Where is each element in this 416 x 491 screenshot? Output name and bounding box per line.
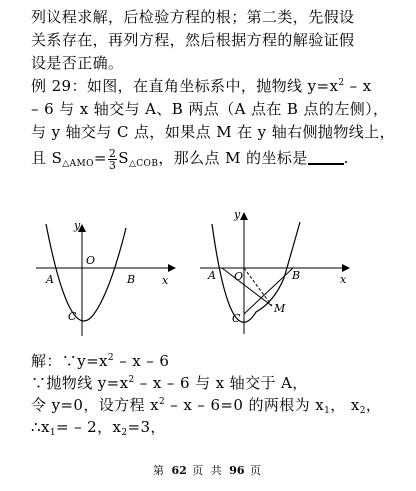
example-line-1	[31, 77, 372, 95]
segment-c-b	[244, 268, 293, 314]
solution-line-1	[31, 352, 169, 370]
page-footer	[0, 462, 416, 478]
example-line-4-end: .	[343, 149, 349, 167]
solution-line-2-b: – x – 6 与 x 轴交于 A，	[134, 374, 308, 392]
current-page-number: 62	[171, 464, 187, 477]
root-value-sub-2: 2	[121, 428, 128, 438]
area-sub-amo: △AMO	[62, 159, 94, 169]
solution-line-1-a: 解：∵y=x	[31, 352, 108, 370]
solution-line-3-d: ，	[365, 396, 382, 414]
solution-exponent-1: 2	[107, 353, 115, 363]
point-a-label: A	[46, 273, 54, 286]
x-axis-arrow	[342, 264, 350, 272]
point-a-label: A	[208, 269, 216, 282]
parabola	[212, 222, 300, 322]
point-c-label: C	[68, 310, 77, 323]
solution-exponent-3: 2	[158, 397, 166, 407]
solution-line-4-a: ∴x	[31, 418, 50, 436]
intro-line-1: 列议程求解，后检验方程的根；第二类，先假设	[31, 8, 355, 26]
example-exponent: 2	[338, 78, 345, 88]
example-line-4	[31, 145, 349, 171]
example-line-3: 与 y 轴交与 C 点，如果点 M 在 y 轴右侧抛物线上，	[31, 123, 395, 141]
y-axis-label: y	[74, 219, 81, 232]
segment-a-m	[222, 268, 272, 306]
solution-line-3-b: – x – 6=0 的两根为 x	[165, 396, 325, 414]
intro-line-3: 设是否正确。	[31, 54, 124, 72]
root-sub-2: 2	[359, 406, 366, 416]
figure-right	[196, 204, 356, 340]
point-m-label: M	[274, 302, 286, 315]
point-b-label: B	[127, 273, 136, 286]
solution-line-3-a: 令 y=0，设方程 x	[31, 396, 159, 414]
origin-label: O	[234, 270, 244, 283]
solution-line-4	[31, 418, 166, 436]
solution-line-2	[31, 374, 308, 392]
y-axis-arrow	[240, 212, 248, 220]
point-b-label: B	[292, 269, 301, 282]
origin-label: O	[86, 254, 96, 267]
solution-line-1-b: – x – 6	[114, 352, 170, 370]
solution-line-4-c: =3，	[127, 418, 166, 436]
parabola	[46, 224, 126, 321]
solution-line-4-b: = – 2，x	[55, 418, 122, 436]
solution-line-3	[31, 396, 381, 414]
area-sub-cob: △COB	[128, 159, 159, 169]
fraction-numerator: 2	[108, 146, 117, 160]
solution-line-3-c: ， x	[330, 396, 360, 414]
answer-blank	[308, 149, 344, 165]
figure-left	[30, 212, 180, 342]
example-line-2: – 6 与 x 轴交与 A、B 两点（A 点在 B 点的左侧），	[31, 100, 389, 118]
footer-prefix: 第	[152, 464, 166, 477]
fraction-two-thirds	[108, 148, 117, 171]
total-pages-number: 96	[229, 464, 245, 477]
x-axis-label: x	[162, 274, 169, 287]
root-sub-1: 1	[324, 406, 331, 416]
point-c-label: C	[232, 312, 241, 325]
fraction-denominator: 3	[108, 158, 117, 172]
solution-line-2-a: ∵抛物线 y=x	[31, 374, 129, 392]
example-line-4-b: ，那么点 M 的坐标是	[158, 149, 308, 167]
example-line-1-b: – x	[344, 77, 372, 95]
equals-sign: =	[93, 149, 107, 167]
example-line-1-a: 例 29：如图，在直角坐标系中，抛物线 y=x	[31, 77, 339, 95]
footer-middle: 页 共	[192, 464, 224, 477]
example-line-4-a: 且 S	[31, 149, 63, 167]
root-value-sub-1: 1	[49, 428, 56, 438]
y-axis-label: y	[234, 208, 241, 221]
solution-exponent-2: 2	[128, 375, 135, 385]
x-axis-arrow	[168, 264, 176, 272]
intro-line-2: 关系存在，再列方程，然后根据方程的解验证假	[31, 31, 355, 49]
footer-suffix: 页	[250, 464, 264, 477]
x-axis-label: x	[340, 273, 347, 286]
area-s: S	[118, 149, 129, 167]
